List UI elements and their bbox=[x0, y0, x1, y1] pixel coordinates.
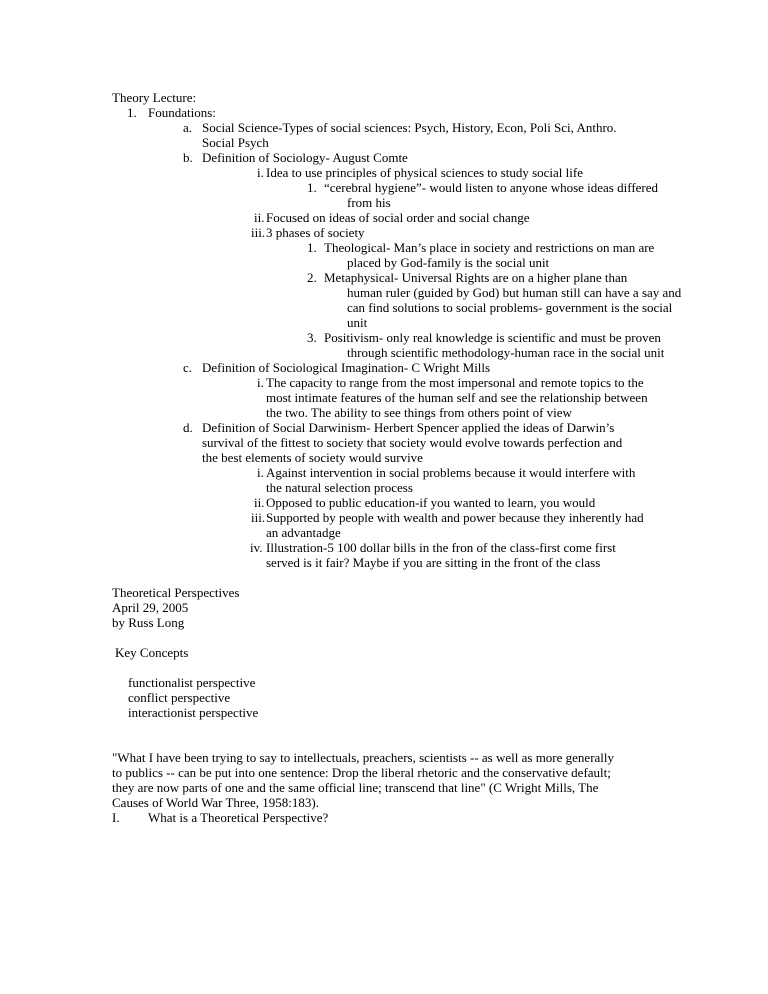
list-item-text: 3 phases of society bbox=[266, 225, 365, 240]
list-item-text: most intimate features of the human self and see the relationship between bbox=[266, 390, 648, 405]
list-item-text: through scientific methodology-human race in the social unit bbox=[347, 345, 665, 360]
list-marker: a. bbox=[183, 120, 193, 135]
list-item-text: can find solutions to social problems- government is the social bbox=[347, 300, 673, 315]
quote-text: "What I have been trying to say to intellectuals, preachers, scientists -- as well as more generally bbox=[112, 750, 615, 765]
list-item-text: Idea to use principles of physical sciences to study social life bbox=[266, 165, 583, 180]
list-item-text: Social Psych bbox=[202, 135, 269, 150]
list-item-text: Definition of Sociology- August Comte bbox=[202, 150, 408, 165]
quote-text: they are now parts of one and the same official line; transcend that line" (C Wright Mills, The bbox=[112, 780, 599, 795]
list-marker: ii. bbox=[254, 210, 265, 225]
list-item-text: Theological- Man’s place in society and restrictions on man are bbox=[324, 240, 655, 255]
list-item-text: Definition of Sociological Imagination- C Wright Mills bbox=[202, 360, 491, 375]
list-marker: c. bbox=[183, 360, 193, 375]
list-marker: 1. bbox=[307, 240, 317, 255]
list-item-text: an advantadge bbox=[266, 525, 341, 540]
key-concepts-label: Key Concepts bbox=[115, 645, 189, 660]
list-item-text: the natural selection process bbox=[266, 480, 413, 495]
list-marker: d. bbox=[183, 420, 193, 435]
list-marker: 1. bbox=[307, 180, 317, 195]
list-item-text: human ruler (guided by God) but human still can have a say and bbox=[347, 285, 682, 300]
quote-text: to publics -- can be put into one sentence: Drop the liberal rhetoric and the conservative default; bbox=[112, 765, 611, 780]
list-item-text: Focused on ideas of social order and social change bbox=[266, 210, 530, 225]
list-marker: i. bbox=[257, 375, 264, 390]
foundations-title: Foundations: bbox=[148, 105, 216, 120]
list-item-text: The capacity to range from the most impersonal and remote topics to the bbox=[266, 375, 644, 390]
list-item-text: Supported by people with wealth and power because they inherently had bbox=[266, 510, 644, 525]
list-item-text: the two. The ability to see things from others point of view bbox=[266, 405, 572, 420]
lecture-heading: Theory Lecture: bbox=[112, 90, 197, 105]
section-marker: I. bbox=[112, 810, 120, 825]
list-item-text: Social Science-Types of social sciences: Psych, History, Econ, Poli Sci, Anthro. bbox=[202, 120, 617, 135]
list-item-text: served is it fair? Maybe if you are sitting in the front of the class bbox=[266, 555, 601, 570]
list-item-text: placed by God-family is the social unit bbox=[347, 255, 550, 270]
section-title: What is a Theoretical Perspective? bbox=[148, 810, 329, 825]
list-item-text: Definition of Social Darwinism- Herbert Spencer applied the ideas of Darwin’s bbox=[202, 420, 615, 435]
list-marker: 1. bbox=[127, 105, 137, 120]
perspectives-author: by Russ Long bbox=[112, 615, 185, 630]
list-marker: b. bbox=[183, 150, 193, 165]
list-item-text: unit bbox=[347, 315, 368, 330]
list-marker: 2. bbox=[307, 270, 317, 285]
concept-item: functionalist perspective bbox=[128, 675, 256, 690]
list-marker: i. bbox=[257, 165, 264, 180]
list-item-text: survival of the fittest to society that society would evolve towards perfection and bbox=[202, 435, 623, 450]
list-marker: 3. bbox=[307, 330, 317, 345]
list-item-text: Illustration-5 100 dollar bills in the fron of the class-first come first bbox=[266, 540, 616, 555]
list-item-text: Against intervention in social problems because it would interfere with bbox=[266, 465, 636, 480]
perspectives-date: April 29, 2005 bbox=[112, 600, 189, 615]
list-item-text: Metaphysical- Universal Rights are on a higher plane than bbox=[324, 270, 628, 285]
list-item-text: Positivism- only real knowledge is scientific and must be proven bbox=[324, 330, 661, 345]
list-marker: iv. bbox=[250, 540, 263, 555]
list-item-text: from his bbox=[347, 195, 391, 210]
list-marker: ii. bbox=[254, 495, 265, 510]
perspectives-title: Theoretical Perspectives bbox=[112, 585, 240, 600]
list-marker: i. bbox=[257, 465, 264, 480]
concept-item: interactionist perspective bbox=[128, 705, 259, 720]
quote-text: Causes of World War Three, 1958:183). bbox=[112, 795, 319, 810]
list-marker: iii. bbox=[251, 510, 266, 525]
list-item-text: the best elements of society would survive bbox=[202, 450, 423, 465]
concept-item: conflict perspective bbox=[128, 690, 231, 705]
list-item-text: “cerebral hygiene”- would listen to anyone whose ideas differed bbox=[324, 180, 659, 195]
list-item-text: Opposed to public education-if you wanted to learn, you would bbox=[266, 495, 596, 510]
list-marker: iii. bbox=[251, 225, 266, 240]
